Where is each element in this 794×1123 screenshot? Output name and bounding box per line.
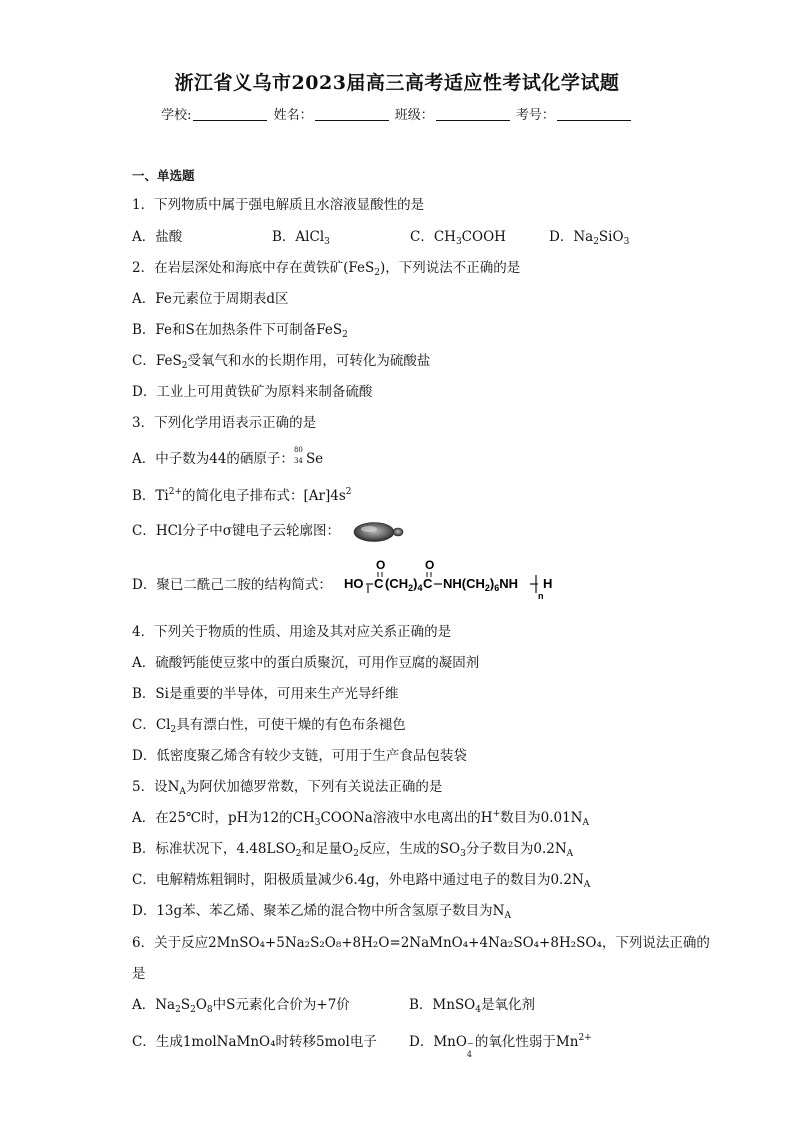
q6-option-d: D．MnO − 4 的氧化性弱于$Mn^{2+}$: [409, 1033, 592, 1059]
id-label: 考号：: [515, 108, 555, 123]
q6-stem-line2: 是: [132, 966, 146, 982]
q5-option-b: B．标准状况下，$4.48LSO_2$和足量$O_2$反应，生成的$SO_3$分子数目为$0.2N_A$: [132, 841, 574, 859]
q1-option-c: C．$CH_3COOH$: [410, 229, 506, 247]
q5-option-a: A．在25℃时，pH为12的$CH_3COONa$溶液中水电离出的H+数目为$0.01N_A$: [132, 809, 589, 828]
q2-option-d: D．工业上可用黄铁矿为原料来制备硫酸: [132, 384, 373, 400]
q1-stem: 1．下列物质中属于强电解质且水溶液显酸性的是: [132, 197, 425, 213]
q6-option-c: C．生成1molNaMnO₄时转移5mol电子: [132, 1034, 377, 1050]
id-blank: [557, 108, 631, 121]
h-end: H: [543, 576, 553, 591]
q3-option-a: A．中子数为44的硒原子： 80 34 Se: [132, 446, 324, 467]
q3-option-b: B．$Ti^{2+}$的简化电子排布式：$[Ar]4s^2$: [132, 487, 352, 504]
section-title: 一、单选题: [132, 168, 195, 183]
q6-option-a: A．$Na_2S_2O_8$中S元素化合价为+7价: [132, 997, 350, 1015]
q4-stem: 4．下列关于物质的性质、用途及其对应关系正确的是: [132, 624, 452, 640]
q4-option-a: A．硫酸钙能使豆浆中的蛋白质聚沉，可用作豆腐的凝固剂: [132, 655, 480, 671]
exam-title: 浙江省义乌市2023届高三高考适应性考试化学试题: [174, 72, 620, 94]
name-label: 姓名：: [273, 108, 313, 123]
carbonyl-c-1: C: [374, 576, 384, 591]
q2-option-c: C．FeS$_2$受氧气和水的长期作用，可转化为硫酸盐: [132, 353, 431, 371]
repeat-n: n: [538, 591, 544, 601]
name-blank: [315, 108, 389, 121]
q2-option-a: A．Fe元素位于周期表d区: [132, 291, 289, 307]
ho-group: HO: [344, 576, 364, 591]
q3-option-d: D．聚已二酰己二胺的结构简式：: [132, 577, 332, 593]
q4-option-d: D．低密度聚乙烯含有较少支链，可用于生产食品包装袋: [132, 748, 467, 764]
q2-option-b: B．Fe和S在加热条件下可制备FeS$_2$: [132, 322, 348, 340]
student-info-line: [0, 104, 794, 123]
school-blank: [193, 108, 267, 121]
q6-option-b: B．MnSO$_4$是氧化剂: [409, 997, 535, 1015]
ch2-group-1: $(CH_2)_4$: [385, 576, 423, 593]
nh-ch2-group: $NH(CH_2)_6NH$: [443, 576, 519, 593]
q3-option-c: C．HCl分子中σ键电子云轮廓图：: [132, 519, 408, 543]
q4-option-c: C．$Cl_2$具有漂白性，可使干燥的有色布条褪色: [132, 717, 406, 735]
q6-stem-line1: 6．关于反应2MnSO₄+5Na₂S₂O₈+8H₂O=2NaMnO₄+4Na₂SO₄+8H₂SO₄，下列说法正确的: [132, 935, 710, 951]
carbonyl-o-2: O: [425, 558, 435, 572]
q5-option-c: C．电解精炼粗铜时，阳极质量减少6.4g，外电路中通过电子的数目为$0.2N_A$: [132, 872, 591, 890]
q5-option-d: D．13g苯、苯乙烯、聚苯乙烯的混合物中所含氢原子数目为$N_A$: [132, 903, 511, 921]
q1-option-b: B．AlCl$_3$: [272, 229, 330, 247]
q2-stem: 2．在岩层深处和海底中存在黄铁矿(FeS$_2$)，下列说法不正确的是: [132, 260, 521, 278]
class-label: 班级：: [394, 108, 434, 123]
q3-stem: 3．下列化学用语表示正确的是: [132, 415, 317, 431]
polymer-structure-formula: [344, 555, 559, 603]
q5-stem: 5．设$N_A$为阿伏加德罗常数，下列有关说法正确的是: [132, 779, 443, 797]
q1-option-d: D．$Na_2SiO_3$: [549, 229, 630, 247]
q1-option-a: A．盐酸: [132, 229, 183, 245]
nuclide-notation: 80 34: [293, 446, 303, 465]
carbonyl-c-2: C: [423, 576, 433, 591]
carbonyl-o-1: O: [376, 558, 386, 572]
sigma-bond-cloud-image: [348, 521, 408, 543]
class-blank: [436, 108, 510, 121]
q4-option-b: B．Si是重要的半导体，可用来生产光导纤维: [132, 686, 399, 702]
school-label: 学校:: [161, 108, 192, 123]
